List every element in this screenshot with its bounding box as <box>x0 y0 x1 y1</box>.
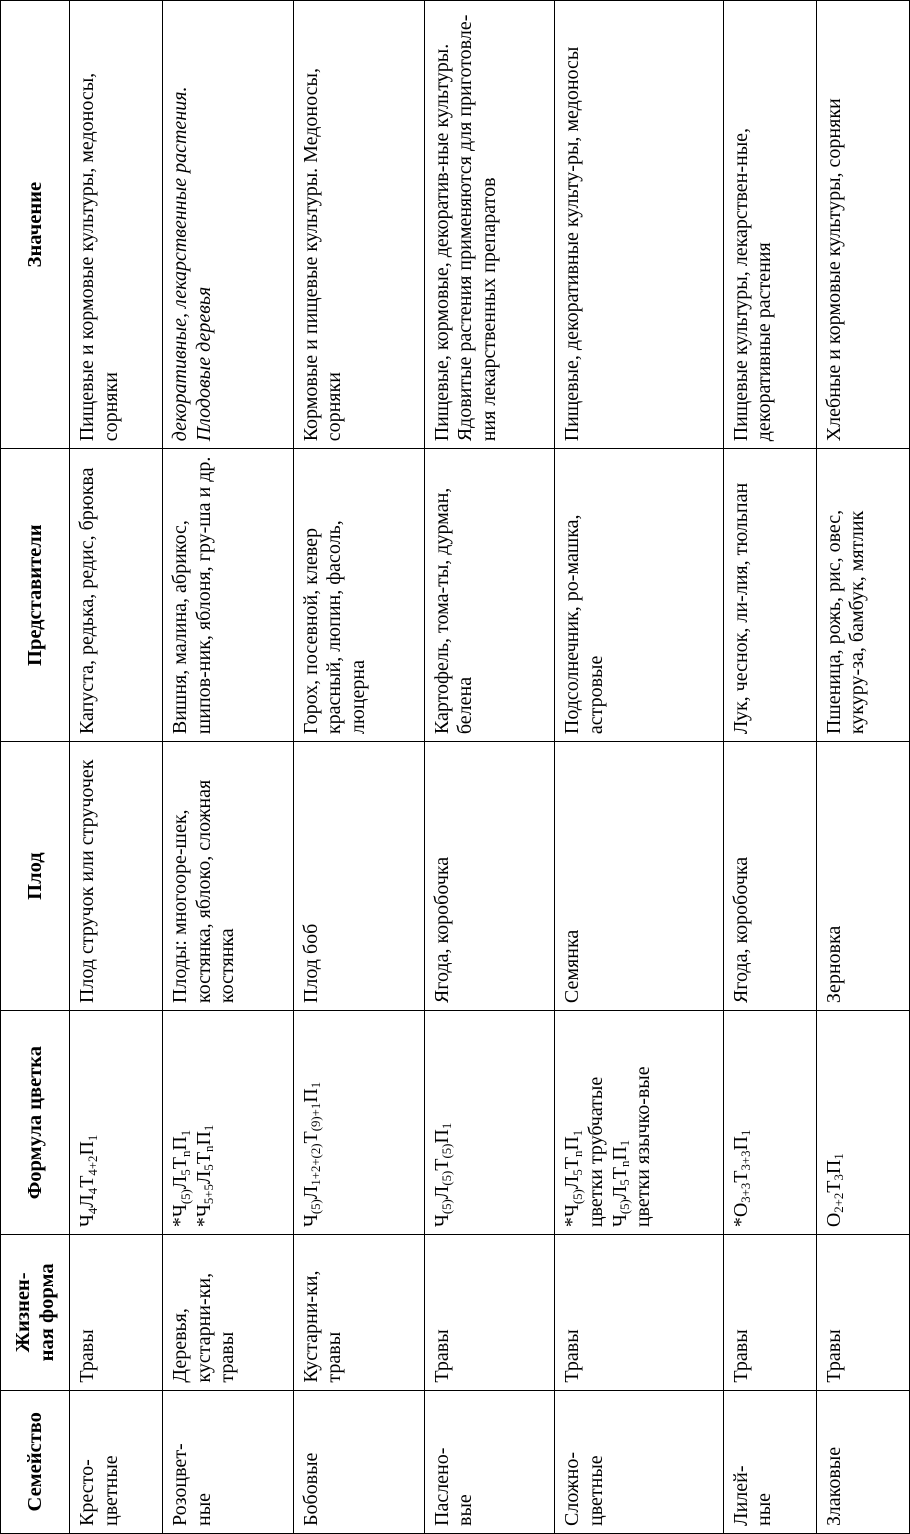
column-header-family: Семейство <box>1 1390 70 1533</box>
column-header-fruit: Плод <box>1 742 70 1011</box>
table-header-row <box>1 1 70 1534</box>
column-header-life-form-line2: ная форма <box>36 1263 58 1362</box>
family-line2: вые <box>454 1494 477 1526</box>
cell-value: Хлебные и кормовые культуры, сорняки <box>816 1 909 449</box>
column-header-life-form-line1: Жизнен- <box>11 1272 34 1353</box>
cell-fruit: Плод стручок или стручочек <box>70 742 163 1011</box>
formula-note-1: цветки трубчатые <box>584 1076 607 1228</box>
cell-flower-formula <box>70 1011 163 1235</box>
cell-family <box>163 1390 294 1533</box>
cell-fruit: Семянка <box>555 742 724 1011</box>
family-line1: Злаковые <box>822 1446 845 1526</box>
formula-expression-line1: $*Ч_{(5)}Л_5Т_nП_1$ <box>561 1129 585 1228</box>
table-row <box>70 1 163 1534</box>
formula-expression-line2: $Ч_{(5)}Л_5Т_nП_1$ <box>608 1139 633 1228</box>
cell-value: Пищевые и кормовые культуры, медоносы, сорняки <box>70 1 163 449</box>
cell-value: Пищевые, декоративные культу-ры, медоносы <box>555 1 724 449</box>
cell-fruit: Зерновка <box>816 742 909 1011</box>
cell-family <box>816 1390 909 1533</box>
cell-representatives: Горох, посевной, клевер красный, люпин, фасоль, люцерна <box>293 449 424 742</box>
cell-flower-formula <box>555 1011 724 1235</box>
formula-expression: $О_{2+2}Т_3П_1$ <box>822 1153 847 1228</box>
cell-fruit: Плод боб <box>293 742 424 1011</box>
table-row <box>816 1 909 1534</box>
cell-family <box>293 1390 424 1533</box>
cell-representatives: Капуста, редька, редис, брюква <box>70 449 163 742</box>
cell-family <box>70 1390 163 1533</box>
cell-flower-formula <box>424 1011 555 1235</box>
family-line1: Розоцвет- <box>169 1443 192 1526</box>
family-line2: ные <box>192 1492 215 1526</box>
cell-family <box>555 1390 724 1533</box>
formula-note-2: цветки язычко-вые <box>632 1066 655 1228</box>
cell-family <box>723 1390 816 1533</box>
cell-representatives: Вишня, малина, абрикос, шипов-ник, яблоня, гру-ша и др. <box>163 449 294 742</box>
table-row <box>424 1 555 1534</box>
cell-life-form: Деревья, кустарни-ки, травы <box>163 1235 294 1390</box>
family-line1: Кресто- <box>76 1459 98 1526</box>
cell-life-form: Травы <box>70 1235 163 1390</box>
cell-life-form: Травы <box>555 1235 724 1390</box>
family-line1: Бобовые <box>299 1452 322 1526</box>
cell-representatives: Лук, чеснок, ли-лия, тюльпан <box>723 449 816 742</box>
formula-expression: $Ч_4Л_4Т_{4+2}П_1$ <box>76 1134 100 1228</box>
table-row <box>555 1 724 1534</box>
cell-life-form: Кустарни-ки, травы <box>293 1235 424 1390</box>
cell-family <box>424 1390 555 1533</box>
cell-life-form: Травы <box>424 1235 555 1390</box>
cell-representatives: Подсолнечник, ро-машка, астровые <box>555 449 724 742</box>
cell-fruit: Ягода, коробочка <box>424 742 555 1011</box>
cell-value: Кормовые и пищевые культуры. Медоносы, сорняки <box>293 1 424 449</box>
column-header-flower-formula: Формула цветка <box>1 1011 70 1235</box>
table-row <box>723 1 816 1534</box>
formula-expression-line1: $*Ч_{(5)}Л_5Т_nП_1$ <box>169 1129 193 1228</box>
table-body <box>70 1 910 1534</box>
column-header-life-form <box>1 1235 70 1390</box>
column-header-value: Значение <box>1 1 70 449</box>
cell-fruit: Ягода, коробочка <box>723 742 816 1011</box>
column-header-representatives: Представители <box>1 449 70 742</box>
table-row <box>293 1 424 1534</box>
table-header <box>1 1 70 1534</box>
family-line2: цветные <box>99 1455 122 1526</box>
cell-flower-formula <box>293 1011 424 1235</box>
cell-value: Пищевые культуры, лекарствен-ные, декоративные растения <box>723 1 816 449</box>
cell-fruit: Плоды: многооре-шек, костянка, яблоко, сложная костянка <box>163 742 294 1011</box>
cell-life-form: Травы <box>816 1235 909 1390</box>
family-line2: ные <box>753 1492 776 1526</box>
formula-expression: $Ч_{(5)}Л_{1+2+(2)}Т_{(9)+1}П_1$ <box>299 1081 324 1228</box>
cell-representatives: Картофель, тома-ты, дурман, белена <box>424 449 555 742</box>
cell-flower-formula <box>163 1011 294 1235</box>
formula-expression: $*О_{3+3}Т_{3+3}П_1$ <box>729 1129 754 1228</box>
formula-expression: $Ч_{(5)}Л_{(5)}Т_{(5)}П_1$ <box>430 1122 455 1228</box>
cell-value: Пищевые, кормовые, декоратив-ные культуры. Ядовитые растения применяются для приготовле-ния лекарственных препаратов <box>424 1 555 449</box>
cell-flower-formula <box>723 1011 816 1235</box>
family-line2: цветные <box>584 1455 607 1526</box>
family-line1: Сложно- <box>561 1451 584 1526</box>
formula-expression-line2: $*Ч_{5+5}Л_5Т_nП_1$ <box>192 1124 217 1228</box>
family-line1: Паслено- <box>430 1447 453 1526</box>
cell-life-form: Травы <box>723 1235 816 1390</box>
family-line1: Лилей- <box>729 1465 752 1526</box>
table-row <box>163 1 294 1534</box>
cell-flower-formula <box>816 1011 909 1235</box>
cell-value: декоративные, лекарственные растения. Плодовые деревья <box>163 1 294 449</box>
cell-representatives: Пшеница, рожь, рис, овес, кукуру-за, бамбук, мятлик <box>816 449 909 742</box>
